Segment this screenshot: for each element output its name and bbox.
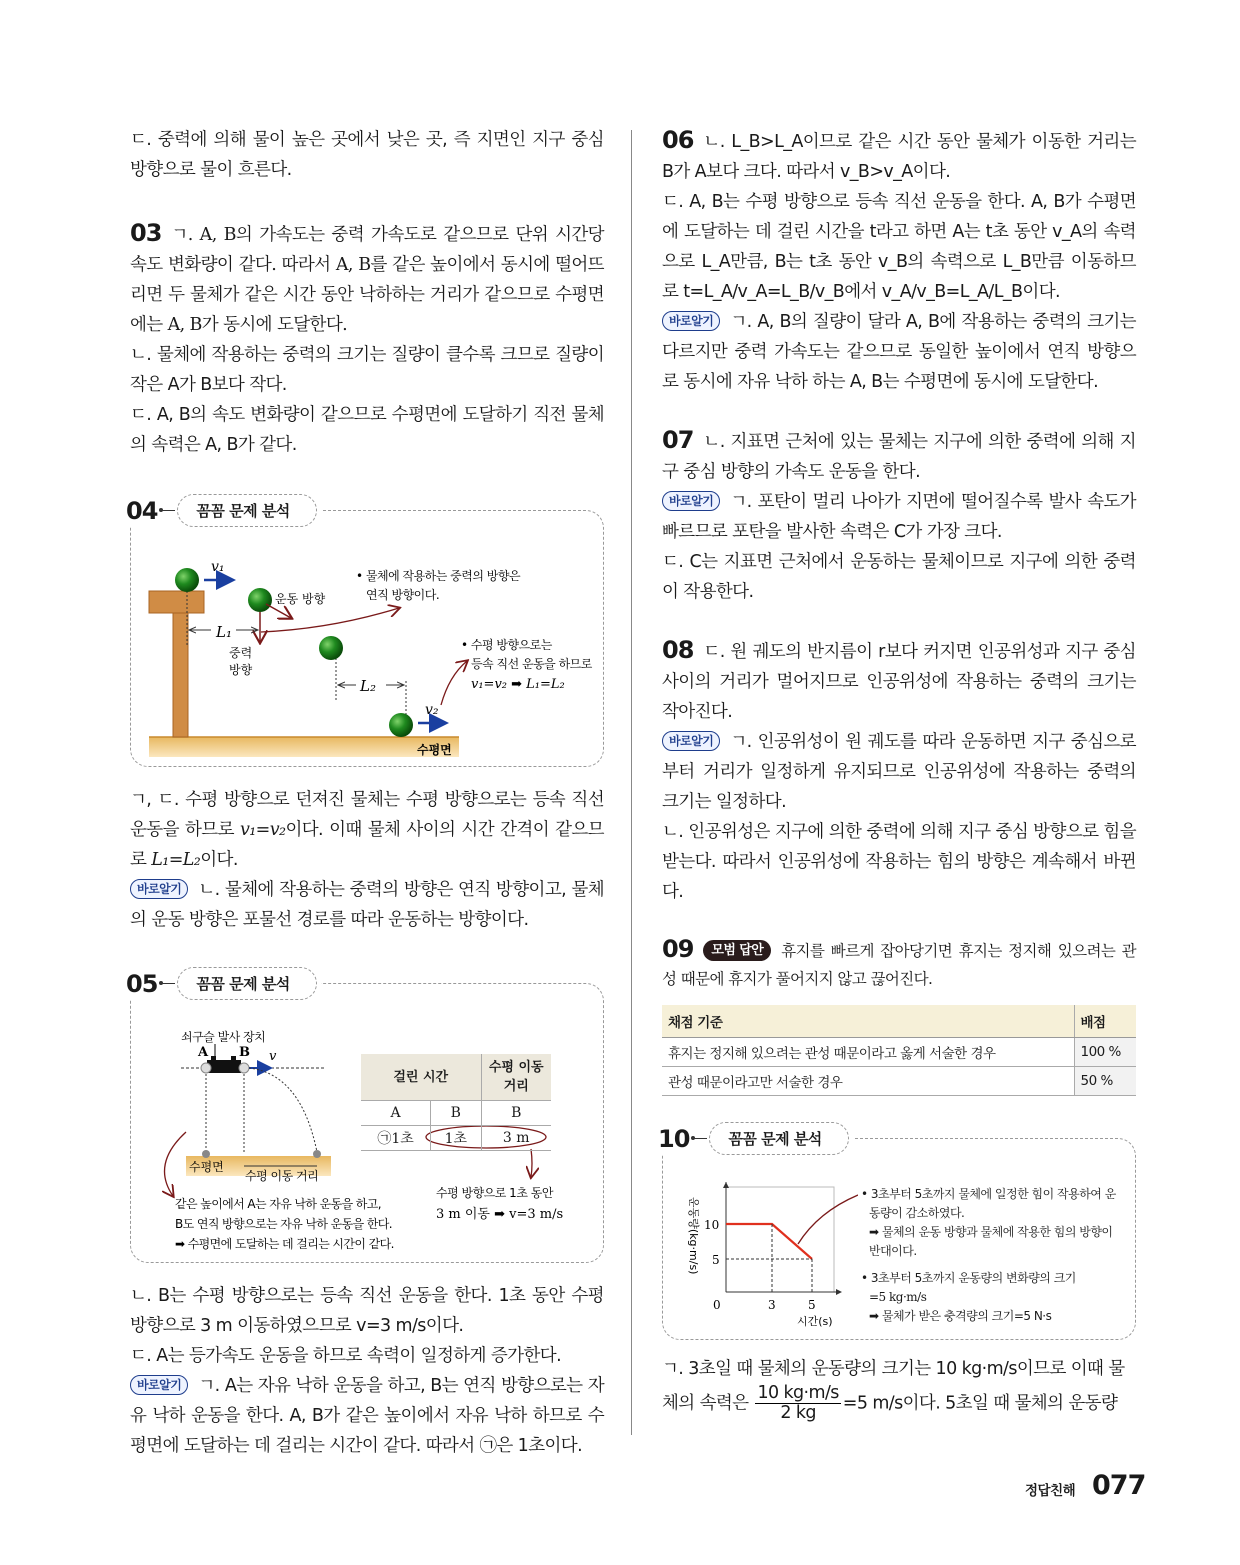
equation: v₁=v₂ [239,820,286,840]
q03-para-3: ㄷ. A, B의 속도 변화량이 같으므로 수평면에 도달하기 직전 물체의 속력은 A, B가 같다. [130,405,604,455]
model-answer-badge: 모범 답안 [703,940,771,961]
question-number: 05 [126,969,158,998]
q09-answer: 휴지를 빠르게 잡아당기면 휴지는 정지해 있으려는 관성 때문에 휴지가 풀어지지 않고 끊어진다. [662,942,1136,988]
section-label: 정답친해 [1025,1483,1076,1499]
svg-text:v₂: v₂ [425,702,439,718]
svg-text:수평면: 수평면 [189,1160,224,1174]
question-number: 10 [658,1124,690,1153]
svg-text:수평 방향으로 1초 동안: 수평 방향으로 1초 동안 [436,1186,553,1200]
q03-section [130,218,604,460]
momentum-graph [668,1147,858,1337]
check-badge: 바로알기 [130,879,188,899]
q06-section [662,125,1136,397]
table-row: 관성 때문이라고만 서술한 경우 50 % [662,1067,1136,1096]
svg-text:방향: 방향 [229,663,253,677]
q07-para-3: ㄷ. C는 지표면 근처에서 운동하는 물체이므로 지구에 의한 중력이 작용한다. [662,552,1136,602]
question-number: 07 [662,426,694,454]
scoring-table [662,1005,1136,1096]
left-column [126,125,604,1461]
check-badge: 바로알기 [130,1375,188,1395]
svg-text:수평 이동 거리: 수평 이동 거리 [245,1169,319,1183]
q04-explanation: ㄱ, ㄷ. 수평 방향으로 던져진 물체는 수평 방향으로는 등속 직선 운동을 하므로 v₁=v₂이다. 이때 물체 사이의 시간 간격이 같으므로 L₁=L₂이다. 바로알기 ㄴ. 물체에 작용하는 중력의 방향은 연직 방향이고, 물체의 운동 방향은 포물선 경로를 따라 운동하는 방향이다. [130,790,604,930]
svg-text:B: B [239,1045,250,1060]
q05-check-text: ㄱ. A는 자유 낙하 운동을 하고, B는 연직 방향으로는 자유 낙하 운동을 한다. A, B가 같은 높이에서 자유 낙하 하므로 수평면에 도달하는 데 걸리는 시간이 같다. 따라서 ㉠은 1초이다. [130,1376,604,1456]
projectile-figure [131,511,605,768]
q10-notes: • 3초부터 5초까지 물체에 일정한 힘이 작용하여 운 동량이 감소하였다. ➡ 물체의 운동 방향과 물체에 작용한 힘의 방향이 반대이다. • 3초부터 5초까지 운동량의 변화량의 크기 =5 kg·m/s ➡ 물체가 받은 충격량의 크기=5 N·s [861,1187,1116,1323]
svg-text:같은 높이에서 A는 자유 낙하 운동을 하고,: 같은 높이에서 A는 자유 낙하 운동을 하고, [175,1197,381,1211]
svg-text:• 수평 방향으로는: • 수평 방향으로는 [461,638,552,652]
q03-para-1: ㄱ. A, B의 가속도는 중력 가속도로 같으므로 단위 시간당 속도 변화량이 같다. 따라서 A, B를 같은 높이에서 동시에 떨어뜨리면 두 물체가 같은 시간 동안 낙하하는 거리가 같으므로 수평면에는 A, B가 동시에 도달한다. [130,225,604,335]
q05-table: 걸린 시간 수평 이동 거리 A B B ㉠1초 1초 3 m [361,1054,551,1151]
q10-explanation: ㄱ. 3초일 때 물체의 운동량의 크기는 10 kg·m/s이므로 이때 물 체의 속력은 $\frac{10 kg\cdot m/s}{2 kg}$ =5 m/s이다. 5초일 때 물체의 운동량 [662,1354,1136,1423]
right-column [658,125,1136,1423]
check-badge: 바로알기 [662,491,720,511]
table-row: ㉠1초 1초 3 m [361,1126,551,1151]
svg-text:중력: 중력 [229,646,253,660]
q07-section [662,425,1136,607]
svg-text:연직 방향이다.: 연직 방향이다. [366,588,440,602]
q07-check-text: ㄱ. 포탄이 멀리 나아가 지면에 떨어질수록 발사 속도가 빠르므로 포탄을 발사한 속력은 C가 가장 크다. [662,492,1136,542]
svg-text:• 물체에 작용하는 중력의 방향은: • 물체에 작용하는 중력의 방향은 [356,569,521,583]
svg-text:➡ 수평면에 도달하는 데 걸리는 시간이 같다.: ➡ 수평면에 도달하는 데 걸리는 시간이 같다. [175,1237,394,1251]
check-badge: 바로알기 [662,731,720,751]
svg-text:3: 3 [768,1298,776,1312]
q05-analysis-box [126,969,604,1263]
fraction: $\frac{10 kg\cdot m/s}{2 kg}$ [757,1383,839,1423]
svg-text:L₁: L₁ [216,623,232,641]
table-row: 휴지는 정지해 있으려는 관성 때문이라고 옳게 서술한 경우 100 % [662,1038,1136,1067]
svg-text:등속 직선 운동을 하므로: 등속 직선 운동을 하므로 [471,657,592,671]
connector-icon [693,1138,707,1139]
table-header: 수평 이동 거리 [481,1054,551,1101]
question-number: 03 [130,219,162,247]
q05-para-2: ㄷ. A는 등가속도 운동을 하므로 속력이 일정하게 증가한다. [130,1346,562,1366]
svg-text:수평면: 수평면 [417,743,452,757]
svg-text:v₁=v₂ ➡ L₁=L₂: v₁=v₂ ➡ L₁=L₂ [471,677,565,692]
column-divider [631,130,632,1435]
svg-text:v: v [269,1049,277,1064]
svg-text:A: A [198,1045,209,1060]
svg-text:3 m 이동 ➡ v=3 m/s: 3 m 이동 ➡ v=3 m/s [436,1207,564,1222]
v1-label: v₁ [211,559,225,575]
svg-text:운동량(kg·m/s): 운동량(kg·m/s) [687,1197,700,1275]
question-number: 08 [662,636,694,664]
analysis-title: 꼼꼼 문제 분석 [177,967,316,1000]
page-number: 077 [1092,1470,1146,1501]
q06-para-2: ㄷ. A, B는 수평 방향으로 등속 직선 운동을 한다. A, B가 수평면에 도달하는 데 걸린 시간을 t라고 하면 A는 t초 동안 v_A의 속력으로 L_A만큼, B는 t초 동안 v_B의 속력으로 L_B만큼 이동하므로 t=L_A/v_A=L_B/v_B에서 v_A/v_B=L_A/L_B이다. [662,192,1136,302]
svg-text:5: 5 [808,1298,816,1312]
q08-para-1: ㄷ. 원 궤도의 반지름이 r보다 커지면 인공위성과 지구 중심 사이의 거리가 멀어지므로 인공위성에 작용하는 중력의 크기는 작아진다. [662,642,1136,722]
table-header: 배점 [1074,1005,1136,1038]
q02-continuation: ㄷ. 중력에 의해 물이 높은 곳에서 낮은 곳, 즉 지면인 지구 중심 방향으로 물이 흐른다. [130,130,604,180]
q03-para-2: ㄴ. 물체에 작용하는 중력의 크기는 질량이 클수록 크므로 질량이 작은 A가 B보다 작다. [130,345,604,395]
svg-text:0: 0 [713,1298,721,1312]
svg-text:쇠구슬 발사 장치: 쇠구슬 발사 장치 [181,1030,266,1044]
question-number: 09 [662,935,694,963]
question-number: 04 [126,496,158,525]
table-header: 걸린 시간 [361,1054,481,1101]
analysis-title: 꼼꼼 문제 분석 [177,494,316,527]
q07-para-1: ㄴ. 지표면 근처에 있는 물체는 지구에 의한 중력에 의해 지구 중심 방향의 가속도 운동을 한다. [662,432,1136,482]
analysis-title: 꼼꼼 문제 분석 [709,1122,848,1155]
equation: L₁=L₂ [151,850,201,870]
q05-explanation [130,1281,604,1461]
q08-section [662,635,1136,907]
svg-text:시간(s): 시간(s) [797,1315,833,1328]
q08-para-3: ㄴ. 인공위성은 지구에 의한 중력에 의해 지구 중심 방향으로 힘을 받는다. 따라서 인공위성에 작용하는 힘의 방향은 계속해서 바뀐다. [662,822,1136,902]
table-header: 채점 기준 [662,1005,1074,1038]
q10-para-1: ㄱ. 3초일 때 물체의 운동량의 크기는 10 kg·m/s이므로 이때 물 [662,1359,1125,1379]
q06-check-text: ㄱ. A, B의 질량이 달라 A, B에 작용하는 중력의 크기는 다르지만 중력 가속도는 같으므로 동일한 높이에서 연직 방향으로 동시에 자유 낙하 하는 A, B는 수평면에 동시에 도달한다. [662,312,1136,392]
svg-text:L₂: L₂ [360,677,376,695]
check-badge: 바로알기 [662,311,720,331]
q09-section [662,935,1136,1096]
q08-check-text: ㄱ. 인공위성이 원 궤도를 따라 운동하면 지구 중심으로부터 거리가 일정하게 유지되므로 인공위성에 작용하는 중력의 크기는 일정하다. [662,732,1136,812]
svg-text:5: 5 [712,1253,720,1267]
question-number: 06 [662,126,694,154]
svg-text:B도 연직 방향으로는 자유 낙하 운동을 한다.: B도 연직 방향으로는 자유 낙하 운동을 한다. [175,1217,392,1231]
svg-text:10: 10 [704,1218,720,1232]
q05-para-1: ㄴ. B는 수평 방향으로는 등속 직선 운동을 한다. 1초 동안 수평 방향으로 3 m 이동하였으므로 v=3 m/s이다. [130,1286,604,1336]
q10-analysis-box [658,1124,1136,1340]
q04-analysis-box [126,496,604,767]
q04-check-text: ㄴ. 물체에 작용하는 중력의 방향은 연직 방향이고, 물체의 운동 방향은 포물선 경로를 따라 운동하는 방향이다. [130,880,604,930]
svg-text:운동 방향: 운동 방향 [275,592,326,606]
q06-para-1: ㄴ. L_B>L_A이므로 같은 시간 동안 물체가 이동한 거리는 B가 A보다 크다. 따라서 v_B>v_A이다. [662,132,1136,182]
